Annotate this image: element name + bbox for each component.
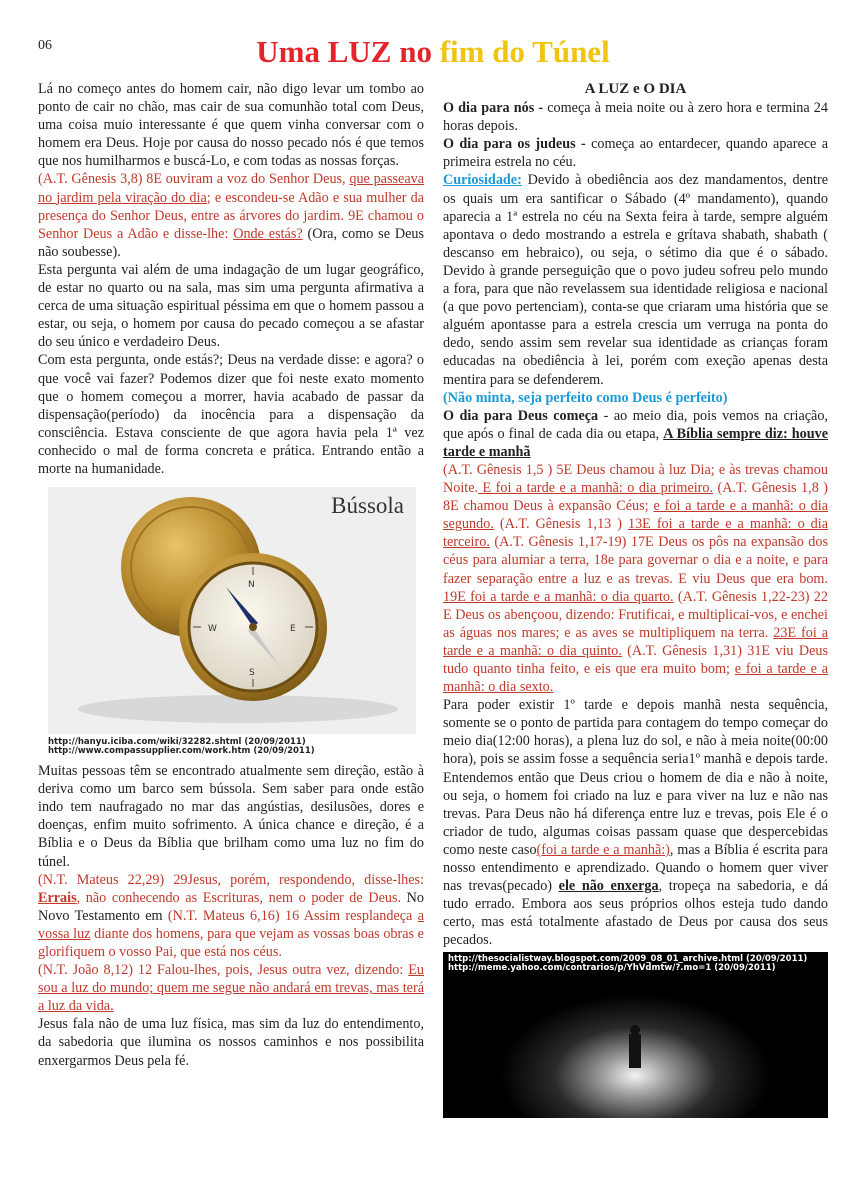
label: O dia para nós - — [443, 100, 544, 117]
label: O dia para Deus começa — [443, 407, 599, 424]
quote-text: diante dos homens, para que vejam as vossas boas obras e glorifiquem o vosso Pai, que está nos céus. — [38, 925, 424, 960]
quote-text: , não conhecendo as Escrituras, nem o poder de Deus. — [76, 889, 402, 906]
label: O dia para os judeus - — [443, 136, 586, 153]
question-paragraph: Esta pergunta vai além de uma indagação de um lugar geográfico, de estar no quarto ou na sala, mas sim uma pergunta afirmativa a cerca de uma situação espiritual péssima em que o homem passou a estar, ou seja, o homem por causa do pecado começou a se afastar do seu único e verdadeiro Deus. — [38, 261, 424, 351]
quote-underline: Errais — [38, 889, 77, 906]
quote-text: (A.T. Gênesis 1,13 ) — [493, 516, 628, 533]
svg-text:E: E — [290, 624, 296, 635]
quote-underline: Eu sou a luz do mundo; quem me segue não andará em trevas, mas terá a luz da vida. — [38, 962, 424, 1015]
quote-underline: que passeava no jardim pela viração do dia — [38, 171, 425, 206]
afternoon-morning-paragraph — [443, 696, 828, 949]
quote-text: ; e escondeu-se Adão e sua mulher da presença do Senhor Deus, entre as árvores do jardim. 9E chamou o Senhor Deus a Adão e disse-lhe: — [38, 189, 424, 242]
quote-underline: e foi a tarde e a manhã: o dia sexto. — [443, 661, 828, 696]
quote-underline: e foi a tarde e a manhã: o dia segundo. — [443, 498, 828, 533]
quote-underline: 23E foi a tarde e a manhã: o dia quinto. — [443, 624, 828, 659]
title-part-red: Uma LUZ no — [256, 34, 440, 69]
quote-comment: (Ora, como se Deus não soubesse). — [38, 225, 424, 260]
underline: ele não enxerga — [558, 878, 659, 895]
svg-text:N: N — [248, 580, 255, 591]
underline: A Bíblia sempre diz: houve tarde e manhã — [443, 425, 829, 460]
day-for-god — [443, 407, 828, 461]
compass-image — [48, 487, 416, 734]
quote-underline: Onde estás? — [233, 225, 303, 242]
credit-link: http://meme.yahoo.com/contrarios/p/YhVdmtw/?.mo=1 (20/09/2011) — [448, 962, 776, 973]
quote-underline: 13E foi a tarde e a manhã: o dia terceiro. — [443, 516, 829, 551]
svg-text:W: W — [208, 624, 217, 635]
quote-underline: E foi a tarde e a manhã: o dia primeiro. — [478, 480, 714, 497]
compass-illustration — [48, 487, 416, 734]
dont-lie-note: (Não minta, seja perfeito como Deus é perfeito) — [443, 389, 728, 406]
genesis-3-8-quote — [38, 170, 424, 260]
mateus-quote — [38, 871, 424, 961]
page-number: 06 — [38, 38, 52, 53]
quote-underline: 19E foi a tarde e a manhã: o dia quarto. — [443, 588, 674, 605]
quote-text: (A.T. Gênesis 1,31) 31E viu Deus tudo quanto tinha feito, e eis que era muito bom; — [443, 642, 828, 677]
quote-text: (A.T. Gênesis 1,8 ) 8E chamou Deus à expansão Céus; — [443, 480, 828, 515]
quote-text: (A.T. Gênesis 1,22-23) 22 E Deus os abençoou, dizendo: Frutificai, e multiplicai-vos, e enchei as águas nos mares; e as aves se multipliquem na terra. — [443, 588, 828, 641]
page-title — [0, 30, 866, 74]
title-part-yellow: fim do Túnel — [439, 34, 610, 69]
quote-text: (A.T. Gênesis 1,5 ) 5E Deus chamou à luz Dia; e às trevas chamou Noite. — [443, 461, 828, 497]
quote-underline: a vossa luz — [38, 907, 424, 942]
right-column — [443, 80, 828, 1118]
joao-quote — [38, 961, 424, 1015]
day-for-us — [443, 99, 828, 135]
quote-text: (N.T. Mateus 22,29) 29Jesus, porém, respondendo, disse-lhes: — [38, 871, 424, 888]
compass-credits — [48, 738, 424, 756]
tunnel-image — [443, 952, 828, 1118]
quote-text: (N.T. Mateus 6,16) 16 Assim resplandeça — [167, 907, 418, 924]
text: Para poder existir 1º tarde e depois manhã nesta sequência, somente se o ponto de partida para contagem do tempo começar do meio dia(12:00 horas), a plena luz do sol, e não à meia noite(00:00 hora), pois se assim fosse a sequência seria1º manhã e depois tarde. Entendemos então que Deus criou o homem de dia e não à noite, ou seja, o homem foi criado na luz e para viver na luz e não nas trevas. Para Deus não há diferença entre luz e trevas, pois Ele é o criador de tudo, algumas coisas passam quase que despercebidas como neste caso — [443, 697, 828, 858]
credit-link: http://hanyu.iciba.com/wiki/32282.shtml (20/09/2011) — [48, 737, 306, 748]
curiosity-label: Curiosidade: — [443, 172, 522, 189]
left-column — [38, 80, 424, 1070]
quote-text: (A.T. Gênesis 3,8) 8E ouviram a voz do Senhor Deus, — [38, 171, 350, 188]
tunnel-illustration — [443, 952, 828, 1118]
death-paragraph: Com esta pergunta, onde estás?; Deus na verdade disse: e agora? o que você vai fazer? Podemos dizer que foi neste exato momento que o homem começou a morrer, havia acabado de passar da dispensação(período) da inocência para a dispensação da consciência. Estava consciente de que agora havia pela 1ª vez conhecido o mal de forma concreta e prática. Entrando então a morte na humanidade. — [38, 352, 424, 477]
text: , tropeça na sabedoria, e dá tudo errado. Embora aos seus próprios olhos esteja tudo dando certo, mas está totalmente afastado de Deus por causa dos seus pecados. — [443, 878, 828, 949]
quote-text: (N.T. João 8,12) 12 Falou-lhes, pois, Jesus outra vez, dizendo: — [38, 962, 409, 979]
quote-text: (A.T. Gênesis 1,17-19) 17E Deus os pôs na expansão dos céus para alumiar a terra, 18e para governar o dia e a noite, e para fazer separação entre a luz e as trevas. E viu Deus que era bom. — [443, 534, 828, 587]
genesis-1-quotes — [443, 461, 828, 696]
compass-caption: Bússola — [331, 493, 404, 519]
quote-comment: No Novo Testamento em — [38, 889, 424, 924]
svg-text:S: S — [249, 668, 255, 679]
credit-link: http://www.compassupplier.com/work.htm (20/09/2011) — [48, 746, 315, 757]
direction-paragraph: Muitas pessoas têm se encontrado atualmente sem direção, estão à deriva como um barco sem bússola. Sem saber para onde estão indo tem naufragado no mar das angústias, desilusões, dores e doenças, enfim muito sofrimento. A única chance e direção, é a Bíblia e o Deus da Bíblia que brilham como uma luz no fim do túnel. — [38, 763, 424, 870]
text: - ao meio dia, pois vemos na criação, que após o final de cada dia ou etapa, — [443, 407, 828, 442]
closing-paragraph: Jesus fala não de uma luz física, mas sim da luz do entendimento, da sabedoria que ilumina os nossos caminhos e nos possibilita enxergarmos Deus pela fé. — [38, 1016, 424, 1069]
curiosity-paragraph — [443, 171, 828, 388]
underline: (foi a tarde e a manhã:) — [536, 841, 670, 858]
section-heading: A LUZ e O DIA — [584, 81, 687, 97]
intro-paragraph: Lá no começo antes do homem cair, não digo levar um tombo ao ponto de cair no chão, mas cair de sua comunhão total com Deus, uma coisa muio interessante é que quem vinha conversar com o homem era Deus. Hoje por causa do nosso pecado nós é que temos que nos humilharmos e buscá-Lo, e com todas as nossas forças. — [38, 81, 424, 170]
day-for-jews — [443, 135, 828, 171]
credit-link: http://thesocialistway.blogspot.com/2009_08_01_archive.html (20/09/2011) — [448, 953, 808, 964]
text: Devido à obediência aos dez mandamentos, dentre os quais um era santificar o Sábado (4º mandamento), quando aparecia a 1ª estrela no céu na Sexta feira à tarde, sempre alguém apontava o dedo mostrando a estrela e grítava shabath, shabath ( descanso em hebraico), ou seja, o sétimo dia que é o sábado. Devido à grande perseguição que o povo judeu sofreu pelo mundo a fora, para que não revelassem sua identidade religiosa e nacional (a que povo pertenciam), conta-se que criaram uma história que se alguém apontasse para a estrela crescia um verruga na ponta do dedo, sendo assim sem revelar sua identidade as crianças foram educadas na obediência à lei, porém com exeção apenas desta mentira para se defenderem. — [443, 172, 828, 388]
text: começa à meia noite ou à zero hora e termina 24 horas depois. — [443, 100, 828, 135]
text: começa ao entardecer, quando aparece a primeira estrela no céu. — [443, 136, 828, 171]
tunnel-credits — [448, 955, 807, 973]
text: , mas a Bíblia é escrita para nosso entendimento e aprendizado. Quando o homem quer viver nas trevas(pecado) — [443, 841, 829, 895]
